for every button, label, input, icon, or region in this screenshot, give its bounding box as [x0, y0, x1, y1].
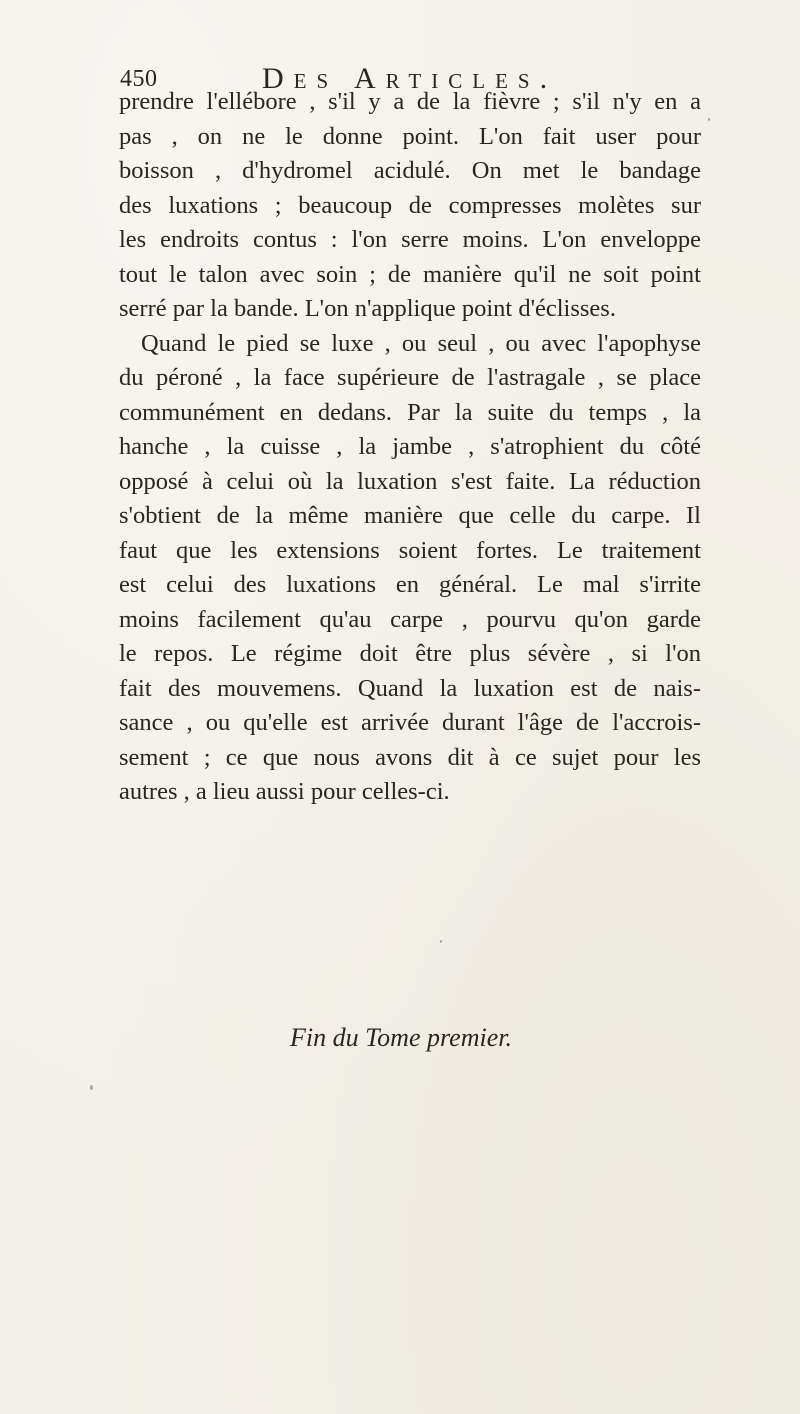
text-line: prendre l'ellébore , s'il y a de la fièvre ; s'il n'y en a: [119, 88, 701, 115]
text-line: les endroits contus : l'on serre moins. L'on enveloppe: [119, 226, 701, 253]
body-text: [119, 85, 701, 810]
colophon: Fin du Tome premier.: [290, 1023, 512, 1052]
text-line: pas , on ne le donne point. L'on fait user pour: [119, 122, 701, 150]
text-line: Quand le pied se luxe , ou seul , ou avec l'apophyse: [141, 329, 701, 357]
text-line: du péroné , la face supérieure de l'astragale , se place: [119, 364, 701, 391]
text-line: fait des mouvemens. Quand la luxation est de nais-: [119, 674, 701, 702]
text-line: communément en dedans. Par la suite du temps , la: [119, 398, 701, 426]
paper-speck: [440, 940, 442, 943]
text-line: s'obtient de la même manière que celle du carpe. Il: [119, 502, 701, 529]
text-line: sance , ou qu'elle est arrivée durant l'âge de l'accrois-: [119, 709, 701, 736]
text-line: des luxations ; beaucoup de compresses molètes sur: [119, 191, 701, 219]
text-line: est celui des luxations en général. Le mal s'irrite: [119, 571, 701, 598]
text-line: faut que les extensions soient fortes. Le traitement: [119, 536, 701, 564]
text-line: sement ; ce que nous avons dit à ce sujet pour les: [119, 743, 701, 771]
page-number: 450: [120, 66, 158, 92]
text-line: moins facilement qu'au carpe , pourvu qu'on garde: [119, 605, 701, 633]
text-line: tout le talon avec soin ; de manière qu'il ne soit point: [119, 260, 701, 288]
running-head: Des Articles.: [262, 62, 558, 95]
text-line: boisson , d'hydromel acidulé. On met le bandage: [119, 157, 701, 184]
text-line: opposé à celui où la luxation s'est faite. La réduction: [119, 467, 701, 495]
paper-speck: [708, 118, 710, 121]
paper-speck: [90, 1085, 93, 1090]
text-line: le repos. Le régime doit être plus sévère , si l'on: [119, 640, 701, 667]
text-line: serré par la bande. L'on n'applique point d'éclisses.: [119, 295, 616, 322]
text-line: hanche , la cuisse , la jambe , s'atrophient du côté: [119, 433, 701, 460]
text-line: autres , a lieu aussi pour celles-ci.: [119, 778, 450, 805]
